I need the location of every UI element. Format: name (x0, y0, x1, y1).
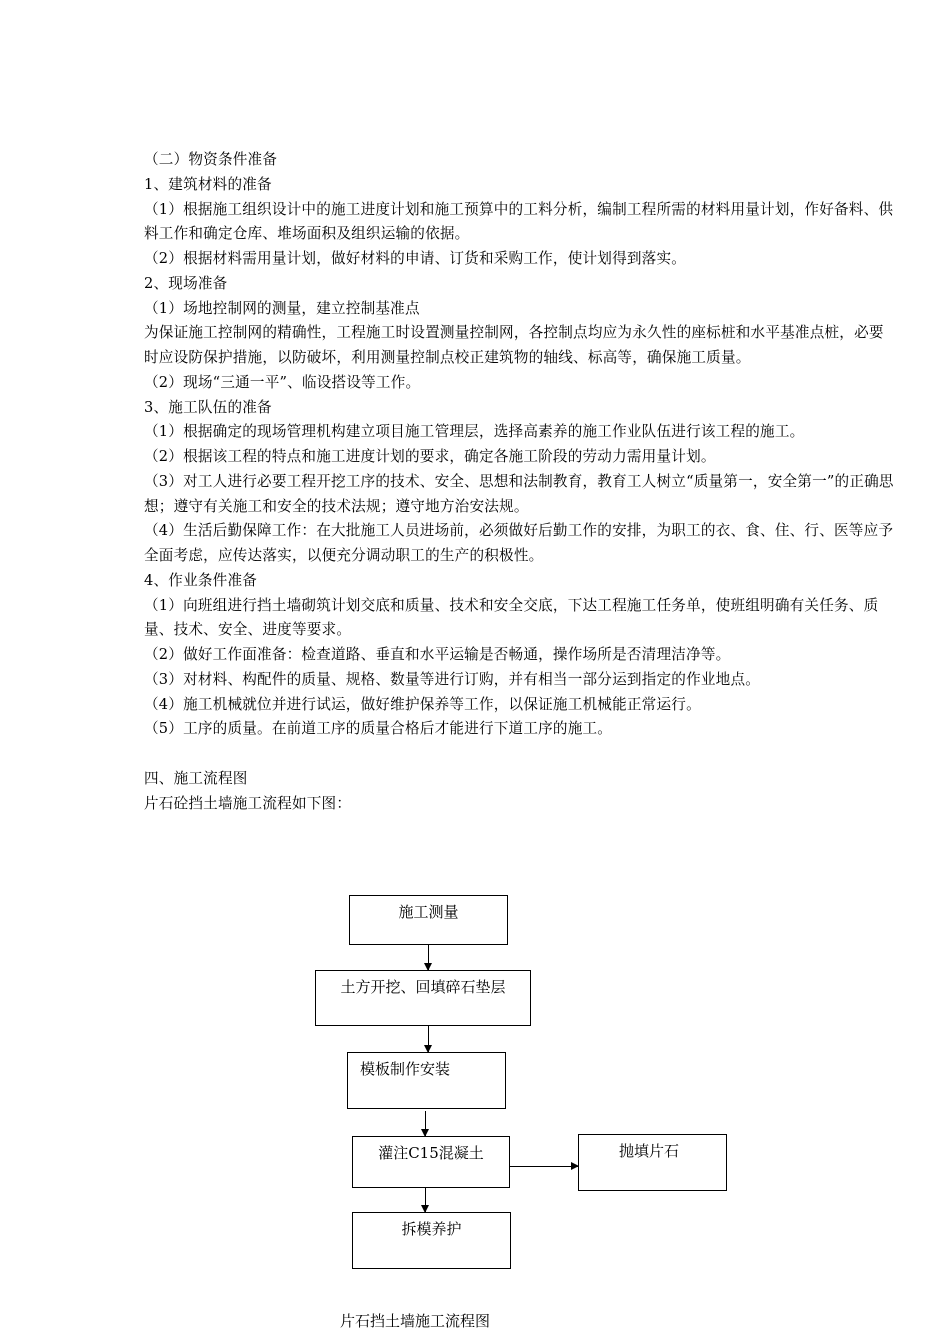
paragraph: （1）场地控制网的测量，建立控制基准点 (144, 299, 420, 317)
document-body (144, 148, 894, 816)
paragraph: （3）对工人进行必要工程开挖工序的技术、安全、思想和法制教育，教育工人树立“质量第一，安全第一”的正确思想；遵守有关施工和安全的技术法规；遵守地方治安法规。 (144, 472, 894, 515)
paragraph: （3）对材料、构配件的质量、规格、数量等进行订购，并有相当一部分运到指定的作业地点。 (144, 670, 761, 688)
paragraph: （1）向班组进行挡土墙砌筑计划交底和质量、技术和安全交底，下达工程施工任务单，使班组明确有关任务、质量、技术、安全、进度等要求。 (144, 596, 879, 639)
flow-step-rubble-fill: 抛填片石 (578, 1134, 727, 1191)
flowchart-caption: 片石挡土墙施工流程图 (340, 1312, 491, 1330)
arrow-down (428, 945, 429, 970)
flow-step-pour-concrete: 灌注C15混凝土 (352, 1136, 510, 1188)
heading-material-conditions: （二）物资条件准备 (144, 151, 278, 168)
paragraph: （2）现场“三通一平”、临设搭设等工作。 (144, 373, 421, 391)
arrow-down (425, 1188, 426, 1212)
paragraph: （2）做好工作面准备：检查道路、垂直和水平运输是否畅通，操作场所是否清理洁净等。 (144, 646, 731, 663)
section-heading-flowchart: 四、施工流程图 (144, 769, 248, 787)
flowchart-intro: 片石砼挡土墙施工流程如下图： (144, 794, 352, 812)
subheading-site-preparation: 2、现场准备 (144, 274, 228, 292)
flow-step-formwork: 模板制作安装 (347, 1052, 506, 1109)
paragraph: （2）根据该工程的特点和施工进度计划的要求，确定各施工阶段的劳动力需用量计划。 (144, 448, 716, 465)
arrow-down (428, 1026, 429, 1052)
flow-step-demold-cure: 拆模养护 (352, 1212, 511, 1269)
paragraph: 为保证施工控制网的精确性，工程施工时设置测量控制网，各控制点均应为永久性的座标桩和水平基准点桩，必要时应设防保护措施，以防破坏，利用测量控制点校正建筑物的轴线、标高等，确保施工质量。 (144, 324, 884, 366)
flow-step-survey: 施工测量 (349, 895, 508, 945)
paragraph: （4）施工机械就位并进行试运，做好维护保养等工作，以保证施工机械能正常运行。 (144, 695, 701, 713)
subheading-building-materials: 1、建筑材料的准备 (144, 175, 272, 193)
paragraph: （2）根据材料需用量计划，做好材料的申请、订货和采购工作，使计划得到落实。 (144, 250, 687, 267)
arrow-down (425, 1111, 426, 1136)
paragraph: （1）根据施工组织设计中的施工进度计划和施工预算中的工料分析，编制工程所需的材料用量计划，作好备料、供料工作和确定仓库、堆场面积及组织运输的依据。 (144, 200, 894, 243)
paragraph: （1）根据确定的现场管理机构建立项目施工管理层，选择高素养的施工作业队伍进行该工程的施工。 (144, 423, 805, 441)
paragraph: （5）工序的质量。在前道工序的质量合格后才能进行下道工序的施工。 (144, 720, 613, 738)
subheading-team-preparation: 3、施工队伍的准备 (144, 398, 272, 416)
arrow-right (510, 1166, 578, 1167)
paragraph: （4）生活后勤保障工作：在大批施工人员进场前，必须做好后勤工作的安排，为职工的衣、食、住、行、医等应予全面考虑，应传达落实，以便充分调动职工的生产的积极性。 (144, 522, 894, 564)
flow-step-excavation-backfill: 土方开挖、回填碎石垫层 (315, 970, 531, 1026)
subheading-work-conditions: 4、作业条件准备 (144, 571, 258, 589)
